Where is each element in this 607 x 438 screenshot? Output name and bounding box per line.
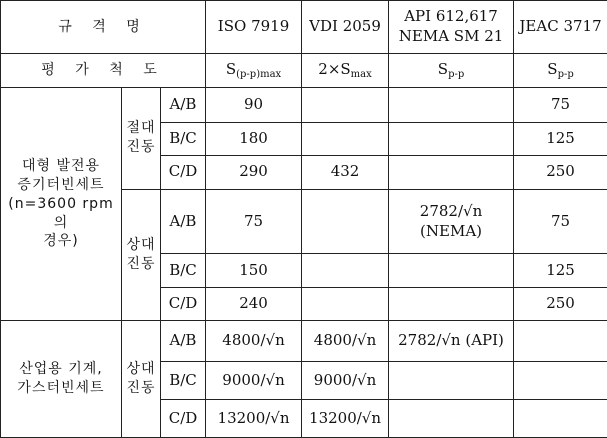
zone-label: B/C bbox=[161, 122, 206, 155]
zone-label: A/B bbox=[161, 189, 206, 254]
vdi-value: 4800/√n bbox=[302, 321, 389, 362]
api-value bbox=[389, 254, 514, 287]
absolute-vibration-label: 절대 진동 bbox=[122, 88, 161, 189]
jeac-value bbox=[514, 400, 607, 438]
api-value bbox=[389, 156, 514, 189]
api-header bbox=[389, 1, 514, 54]
iso-header: ISO 7919 bbox=[206, 1, 302, 54]
vdi-value bbox=[302, 88, 389, 122]
relative-vibration-label: 상대 진동 bbox=[122, 189, 161, 321]
iso-value: 9000/√n bbox=[206, 361, 302, 400]
jeac-value: 75 bbox=[514, 189, 607, 254]
jeac-value bbox=[514, 321, 607, 362]
jeac-header: JEAC 3717 bbox=[514, 1, 607, 54]
iso-scale: $S_{(p-p)max}$ bbox=[206, 53, 302, 87]
iso-value: 13200/√n bbox=[206, 400, 302, 438]
zone-label: C/D bbox=[161, 400, 206, 438]
zone-label: C/D bbox=[161, 156, 206, 189]
api-value-line1: 2782/√n bbox=[419, 201, 483, 220]
industrial-category: 산업용 기계, 가스터빈세트 bbox=[1, 321, 122, 438]
iso-value: 90 bbox=[206, 88, 302, 122]
scale-label: 평 가 척 도 bbox=[1, 53, 206, 87]
zone-label: A/B bbox=[161, 321, 206, 362]
api-value bbox=[389, 400, 514, 438]
iso-value: 290 bbox=[206, 156, 302, 189]
large-turbine-category: 대형 발전용 증기터빈세트 (n=3600 rpm의 경우) bbox=[1, 88, 122, 321]
api-value bbox=[389, 287, 514, 320]
api-value-line2: (NEMA) bbox=[420, 221, 483, 240]
api-scale: $S_{p-p}$ bbox=[389, 53, 514, 87]
vdi-value bbox=[302, 189, 389, 254]
vdi-value: 432 bbox=[302, 156, 389, 189]
header-row bbox=[1, 1, 607, 54]
vdi-value: 9000/√n bbox=[302, 361, 389, 400]
api-value bbox=[389, 361, 514, 400]
api-value: 2782/√n (API) bbox=[389, 321, 514, 362]
iso-value: 240 bbox=[206, 287, 302, 320]
jeac-value: 125 bbox=[514, 122, 607, 155]
spec-name-header: 규 격 명 bbox=[1, 1, 206, 54]
table-row bbox=[1, 321, 607, 362]
iso-value: 4800/√n bbox=[206, 321, 302, 362]
iso-value: 180 bbox=[206, 122, 302, 155]
zone-label: C/D bbox=[161, 287, 206, 320]
jeac-value: 75 bbox=[514, 88, 607, 122]
zone-label: A/B bbox=[161, 88, 206, 122]
jeac-value: 250 bbox=[514, 287, 607, 320]
zone-label: B/C bbox=[161, 361, 206, 400]
api-value bbox=[389, 189, 514, 254]
api-header-line2: NEMA SM 21 bbox=[398, 27, 504, 46]
scale-row bbox=[1, 53, 607, 87]
iso-value: 150 bbox=[206, 254, 302, 287]
iso-value: 75 bbox=[206, 189, 302, 254]
zone-label: B/C bbox=[161, 254, 206, 287]
vdi-value: 13200/√n bbox=[302, 400, 389, 438]
vdi-value bbox=[302, 122, 389, 155]
jeac-value bbox=[514, 361, 607, 400]
vdi-scale: $2\times S_{max}$ bbox=[302, 53, 389, 87]
vdi-value bbox=[302, 254, 389, 287]
vdi-header: VDI 2059 bbox=[302, 1, 389, 54]
vdi-value bbox=[302, 287, 389, 320]
jeac-value: 250 bbox=[514, 156, 607, 189]
table-row bbox=[1, 88, 607, 122]
jeac-scale: $S_{p-p}$ bbox=[514, 53, 607, 87]
api-value bbox=[389, 88, 514, 122]
api-header-line1: API 612,617 bbox=[404, 6, 498, 25]
api-value bbox=[389, 122, 514, 155]
industrial-relative-vibration-label: 상대 진동 bbox=[122, 321, 161, 438]
jeac-value: 125 bbox=[514, 254, 607, 287]
